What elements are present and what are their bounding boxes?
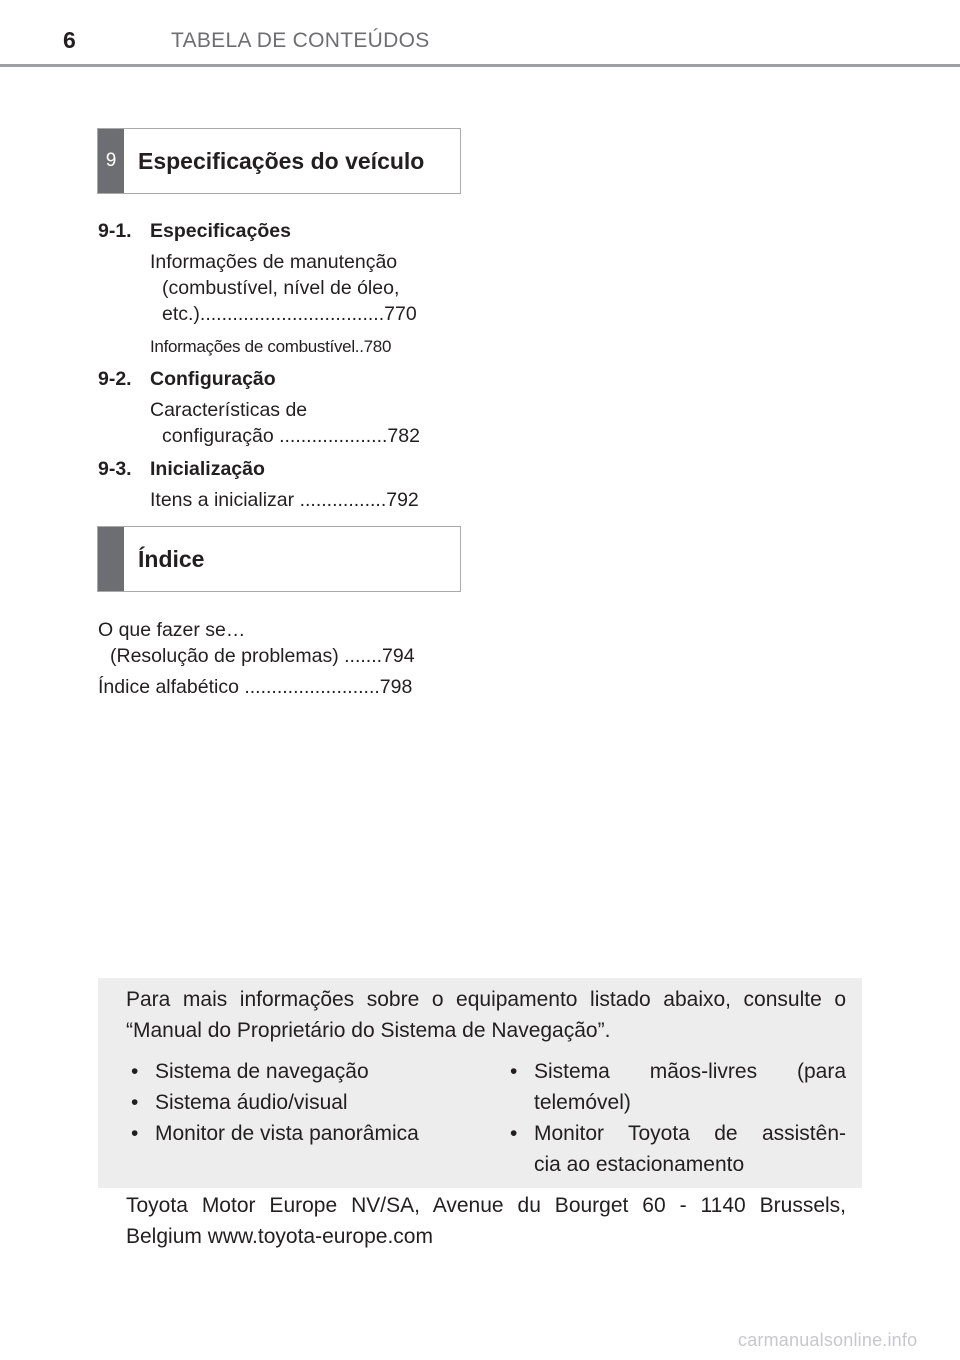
info-list-item-line: telemóvel) <box>534 1091 631 1114</box>
info-list-item-line: cia ao estacionamento <box>534 1153 745 1176</box>
info-intro-text: Para mais informações sobre o equipamento listado abaixo, consulte o “Manual do Proprietário do Sistema de Navegação”. <box>126 988 846 1042</box>
toc-chapter-number: 9-3. <box>98 458 132 480</box>
toc-entry-line: O que fazer se… <box>98 619 246 641</box>
bullet-icon: • <box>131 1122 139 1145</box>
info-list-item-text <box>534 1118 846 1180</box>
header-rule <box>0 64 960 67</box>
info-list-item-text <box>534 1056 846 1118</box>
toc-chapter-heading: Especificações <box>150 220 291 242</box>
toc-chapter-heading: Inicialização <box>150 458 265 480</box>
toc-entry-line: Características de <box>150 399 308 421</box>
toc-entry-line: (combustível, nível de óleo, <box>162 277 400 299</box>
toc-chapter-9-3[interactable] <box>98 456 265 482</box>
section-9-tab: 9 <box>98 129 124 193</box>
toc-entry-troubleshooting[interactable] <box>98 617 415 669</box>
info-list-item-text: Monitor de vista panorâmica <box>155 1122 419 1145</box>
toc-entry-line: (Resolução de problemas) .......794 <box>110 645 415 667</box>
toc-chapter-number: 9-2. <box>98 368 132 390</box>
toc-entry-maintenance[interactable] <box>150 249 417 327</box>
info-panel <box>98 978 862 1188</box>
index-section-tab <box>98 527 124 591</box>
toc-chapter-9-2[interactable] <box>98 366 276 392</box>
toc-chapter-number: 9-1. <box>98 220 132 242</box>
info-list-item-line: Sistema mãos-livres (para <box>534 1060 846 1083</box>
footer-note: Toyota Motor Europe NV/SA, Avenue du Bourget 60 - 1140 Brussels, Belgium www.toyota-europe.com <box>126 1194 846 1248</box>
info-list-item-text: Sistema áudio/visual <box>155 1091 348 1114</box>
bullet-icon: • <box>131 1060 139 1083</box>
toc-entry-alphabetical-index[interactable]: Índice alfabético .........................798 <box>98 676 413 698</box>
toc-entry-line: configuração ....................782 <box>162 425 420 447</box>
info-list-item-text: Sistema de navegação <box>155 1060 369 1083</box>
bullet-icon: • <box>131 1091 139 1114</box>
page-number: 6 <box>63 27 76 53</box>
index-section-title: Índice <box>138 546 205 572</box>
index-section-header[interactable] <box>97 526 461 592</box>
toc-entry-reset-items[interactable]: Itens a inicializar ................792 <box>150 489 419 511</box>
toc-entry-fuel-info[interactable]: Informações de combustível..780 <box>150 337 392 356</box>
info-list-item-line: Monitor Toyota de assistên- <box>534 1122 846 1145</box>
header-title: TABELA DE CONTEÚDOS <box>171 29 430 52</box>
section-9-title: Especificações do veículo <box>138 148 425 174</box>
section-9-header[interactable] <box>97 128 461 194</box>
page-header <box>0 0 960 68</box>
toc-entry-configuration[interactable] <box>150 397 420 449</box>
toc-chapter-heading: Configuração <box>150 368 276 390</box>
toc-chapter-9-1[interactable] <box>98 218 291 244</box>
bullet-icon: • <box>510 1060 518 1083</box>
watermark: carmanualsonline.info <box>738 1330 918 1350</box>
bullet-icon: • <box>510 1122 518 1145</box>
toc-entry-line: Informações de manutenção <box>150 251 398 273</box>
toc-entry-line: etc.)..................................770 <box>162 303 417 325</box>
